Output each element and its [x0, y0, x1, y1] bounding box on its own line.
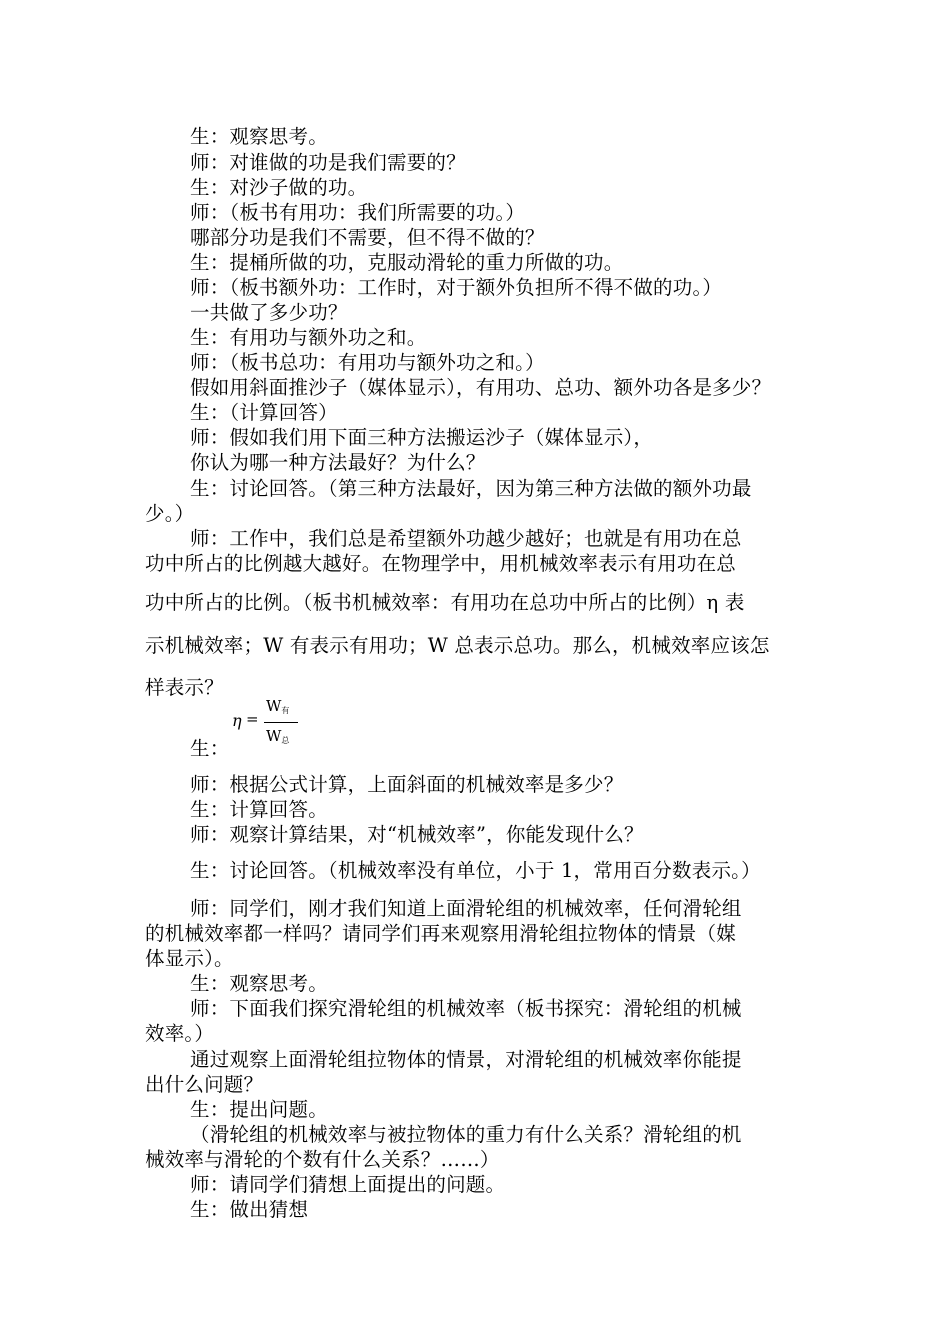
text-line: 出什么问题？	[145, 1073, 264, 1096]
text-line: 生：计算回答。	[190, 798, 328, 821]
formula-equals: =	[246, 710, 259, 728]
text-line: 生：（计算回答）	[190, 401, 338, 424]
text-line: 生：观察思考。	[190, 972, 328, 995]
text-line: 生：提桶所做的功，克服动滑轮的重力所做的功。	[190, 251, 624, 274]
text-line: 生：观察思考。	[190, 125, 328, 148]
text-line: 师：假如我们用下面三种方法搬运沙子（媒体显示），	[190, 426, 654, 449]
text-line: 生：有用功与额外功之和。	[190, 326, 427, 349]
text-line: 功中所占的比例越大越好。在物理学中，用机械效率表示有用功在总	[145, 552, 737, 575]
text-line: 生：讨论回答。（第三种方法最好，因为第三种方法做的额外功最	[190, 477, 752, 500]
text-line: 师：（板书总功：有用功与额外功之和。）	[190, 351, 545, 374]
text-line: 一共做了多少功？	[190, 301, 348, 324]
text-line: 生：提出问题。	[190, 1098, 328, 1121]
text-line: 效率。）	[145, 1022, 215, 1045]
text-line: 生：做出猜想	[190, 1198, 309, 1221]
text-line: 生：	[190, 737, 230, 760]
text-line: 师：同学们，刚才我们知道上面滑轮组的机械效率，任何滑轮组	[190, 897, 742, 920]
efficiency-formula	[232, 697, 312, 753]
text-line: 师：（板书额外功：工作时，对于额外负担所不得不做的功。）	[190, 276, 723, 299]
text-line: 的机械效率都一样吗？请同学们再来观察用滑轮组拉物体的情景（媒	[145, 922, 737, 945]
text-line: 功中所占的比例。（板书机械效率：有用功在总功中所占的比例）η 表	[145, 591, 745, 614]
text-line: 体显示）。	[145, 947, 234, 970]
text-line: 哪部分功是我们不需要，但不得不做的？	[190, 226, 545, 249]
text-line: 师：观察计算结果，对“机械效率”，你能发现什么？	[190, 823, 644, 846]
text-line: 示机械效率；W 有表示有用功；W 总表示总功。那么，机械效率应该怎	[145, 634, 770, 657]
formula-eta: η	[232, 711, 242, 730]
text-line: （滑轮组的机械效率与被拉物体的重力有什么关系？滑轮组的机	[190, 1123, 742, 1146]
text-line: 生：对沙子做的功。	[190, 176, 368, 199]
text-line: 少。）	[145, 502, 195, 525]
text-line: 通过观察上面滑轮组拉物体的情景，对滑轮组的机械效率你能提	[190, 1048, 742, 1071]
formula-denominator: $W_总$	[266, 727, 290, 745]
text-line: 你认为哪一种方法最好？为什么？	[190, 451, 486, 474]
text-line: 师：（板书有用功：我们所需要的功。）	[190, 201, 526, 224]
text-line: 样表示？	[145, 676, 224, 699]
text-line: 师：工作中，我们总是希望额外功越少越好；也就是有用功在总	[190, 527, 742, 550]
text-line: 师：请同学们猜想上面提出的问题。	[190, 1173, 506, 1196]
text-line: 生：讨论回答。（机械效率没有单位，小于 1，常用百分数表示。）	[190, 859, 761, 882]
formula-numerator: $W_有$	[266, 697, 290, 715]
text-line: 师：下面我们探究滑轮组的机械效率（板书探究：滑轮组的机械	[190, 997, 742, 1020]
text-line: 假如用斜面推沙子（媒体显示），有用功、总功、额外功各是多少？	[190, 376, 772, 399]
text-line: 师：根据公式计算，上面斜面的机械效率是多少？	[190, 773, 624, 796]
text-line: 械效率与滑轮的个数有什么关系？……）	[145, 1148, 500, 1171]
fraction-bar	[264, 722, 298, 723]
text-line: 师：对谁做的功是我们需要的？	[190, 151, 466, 174]
